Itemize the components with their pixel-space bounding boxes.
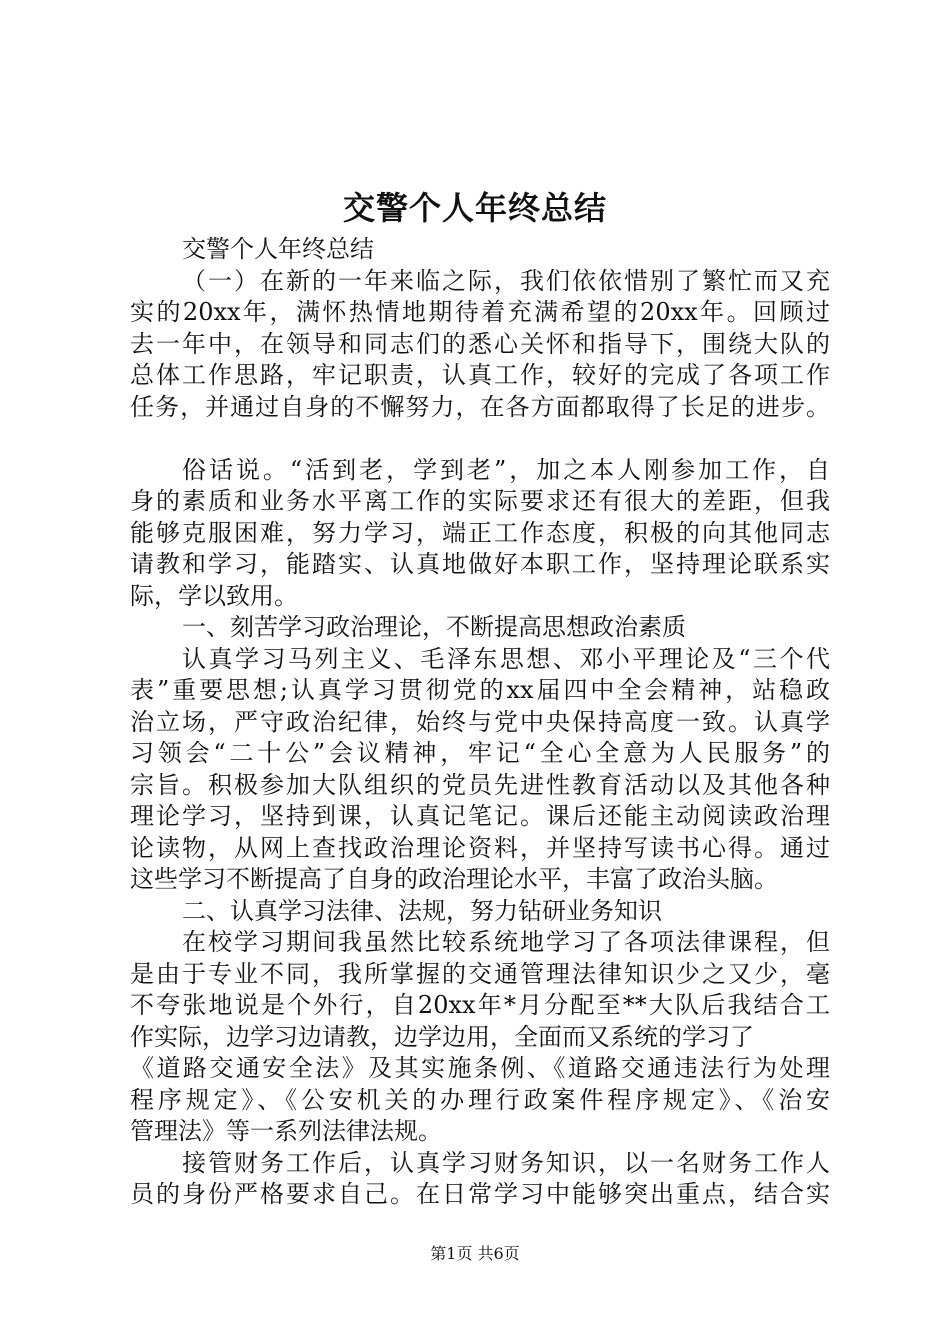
paragraph-3-line-8: 这些学习不断提高了自身的政治理论水平，丰富了政治头脑。 [130,865,778,893]
paragraph-4-line-6: 程序规定》、《公安机关的办理行政案件程序规定》、《治安 [130,1085,830,1114]
paragraph-2-line-4: 请教和学习，能踏实、认真地做好本职工作，坚持理论联系实 [130,550,830,578]
paragraph-5-line-1: 接管财务工作后，认真学习财务知识，以一名财务工作人 [182,1148,830,1177]
paragraph-4-line-3: 不夸张地说是个外行，自20xx年*月分配至**大队后我结合工 [130,991,830,1019]
paragraph-3-line-3: 治立场，严守政治纪律，始终与党中央保持高度一致。认真学 [130,707,830,736]
paragraph-2-line-1: 俗话说。“活到老，学到老”，加之本人刚参加工作，自 [182,455,830,484]
paragraph-4-line-1: 在校学习期间我虽然比较系统地学习了各项法律课程，但 [182,928,830,956]
paragraph-spacer [130,423,830,455]
paragraph-3-line-4: 习领会“二十公”会议精神，牢记“全心全意为人民服务”的 [130,739,830,767]
paragraph-4-line-5: 《道路交通安全法》及其实施条例、《道路交通违法行为处理 [130,1054,830,1082]
document-title: 交警个人年终总结 [342,189,607,227]
page-number-footer: 第1页 共6页 [430,1244,520,1263]
paragraph-3-line-7: 论读物，从网上查找政治理论资料，并坚持写读书心得。通过 [130,833,830,862]
section-heading-2: 二、认真学习法律、法规，努力钻研业务知识 [182,896,662,925]
body-heading: 交警个人年终总结 [182,235,374,263]
paragraph-2-line-5: 际，学以致用。 [130,581,298,610]
paragraph-5-line-2: 员的身份严格要求自己。在日常学习中能够突出重点，结合实 [130,1180,830,1208]
paragraph-1-line-2: 实的20xx年，满怀热情地期待着充满希望的20xx年。回顾过 [130,298,830,326]
section-heading-1: 一、刻苦学习政治理论，不断提高思想政治素质 [182,613,686,641]
paragraph-3-line-2: 表”重要思想;认真学习贯彻党的xx届四中全会精神，站稳政 [130,676,830,704]
paragraph-4-line-7: 管理法》等一系列法律法规。 [130,1117,442,1145]
document-body [130,234,830,1211]
paragraph-1-line-3: 去一年中，在领导和同志们的悉心关怀和指导下，围绕大队的 [130,329,830,358]
paragraph-3-line-6: 理论学习，坚持到课，认真记笔记。课后还能主动阅读政治理 [130,802,830,830]
paragraph-1-line-4: 总体工作思路，牢记职责，认真工作，较好的完成了各项工作 [130,361,830,389]
paragraph-4-line-2: 是由于专业不同，我所掌握的交通管理法律知识少之又少，毫 [130,959,830,988]
paragraph-1-line-5: 任务，并通过自身的不懈努力，在各方面都取得了长足的进步。 [130,392,830,421]
paragraph-3-line-5: 宗旨。积极参加大队组织的党员先进性教育活动以及其他各种 [130,770,830,799]
paragraph-2-line-2: 身的素质和业务水平离工作的实际要求还有很大的差距，但我 [130,487,830,515]
paragraph-1-line-1: （一）在新的一年来临之际，我们依依惜别了繁忙而又充 [182,266,830,295]
paragraph-3-line-1: 认真学习马列主义、毛泽东思想、邓小平理论及“三个代 [182,644,830,673]
paragraph-4-line-4: 作实际，边学习边请教，边学边用，全面而又系统的学习了 [130,1022,754,1051]
paragraph-2-line-3: 能够克服困难，努力学习，端正工作态度，积极的向其他同志 [130,518,830,547]
